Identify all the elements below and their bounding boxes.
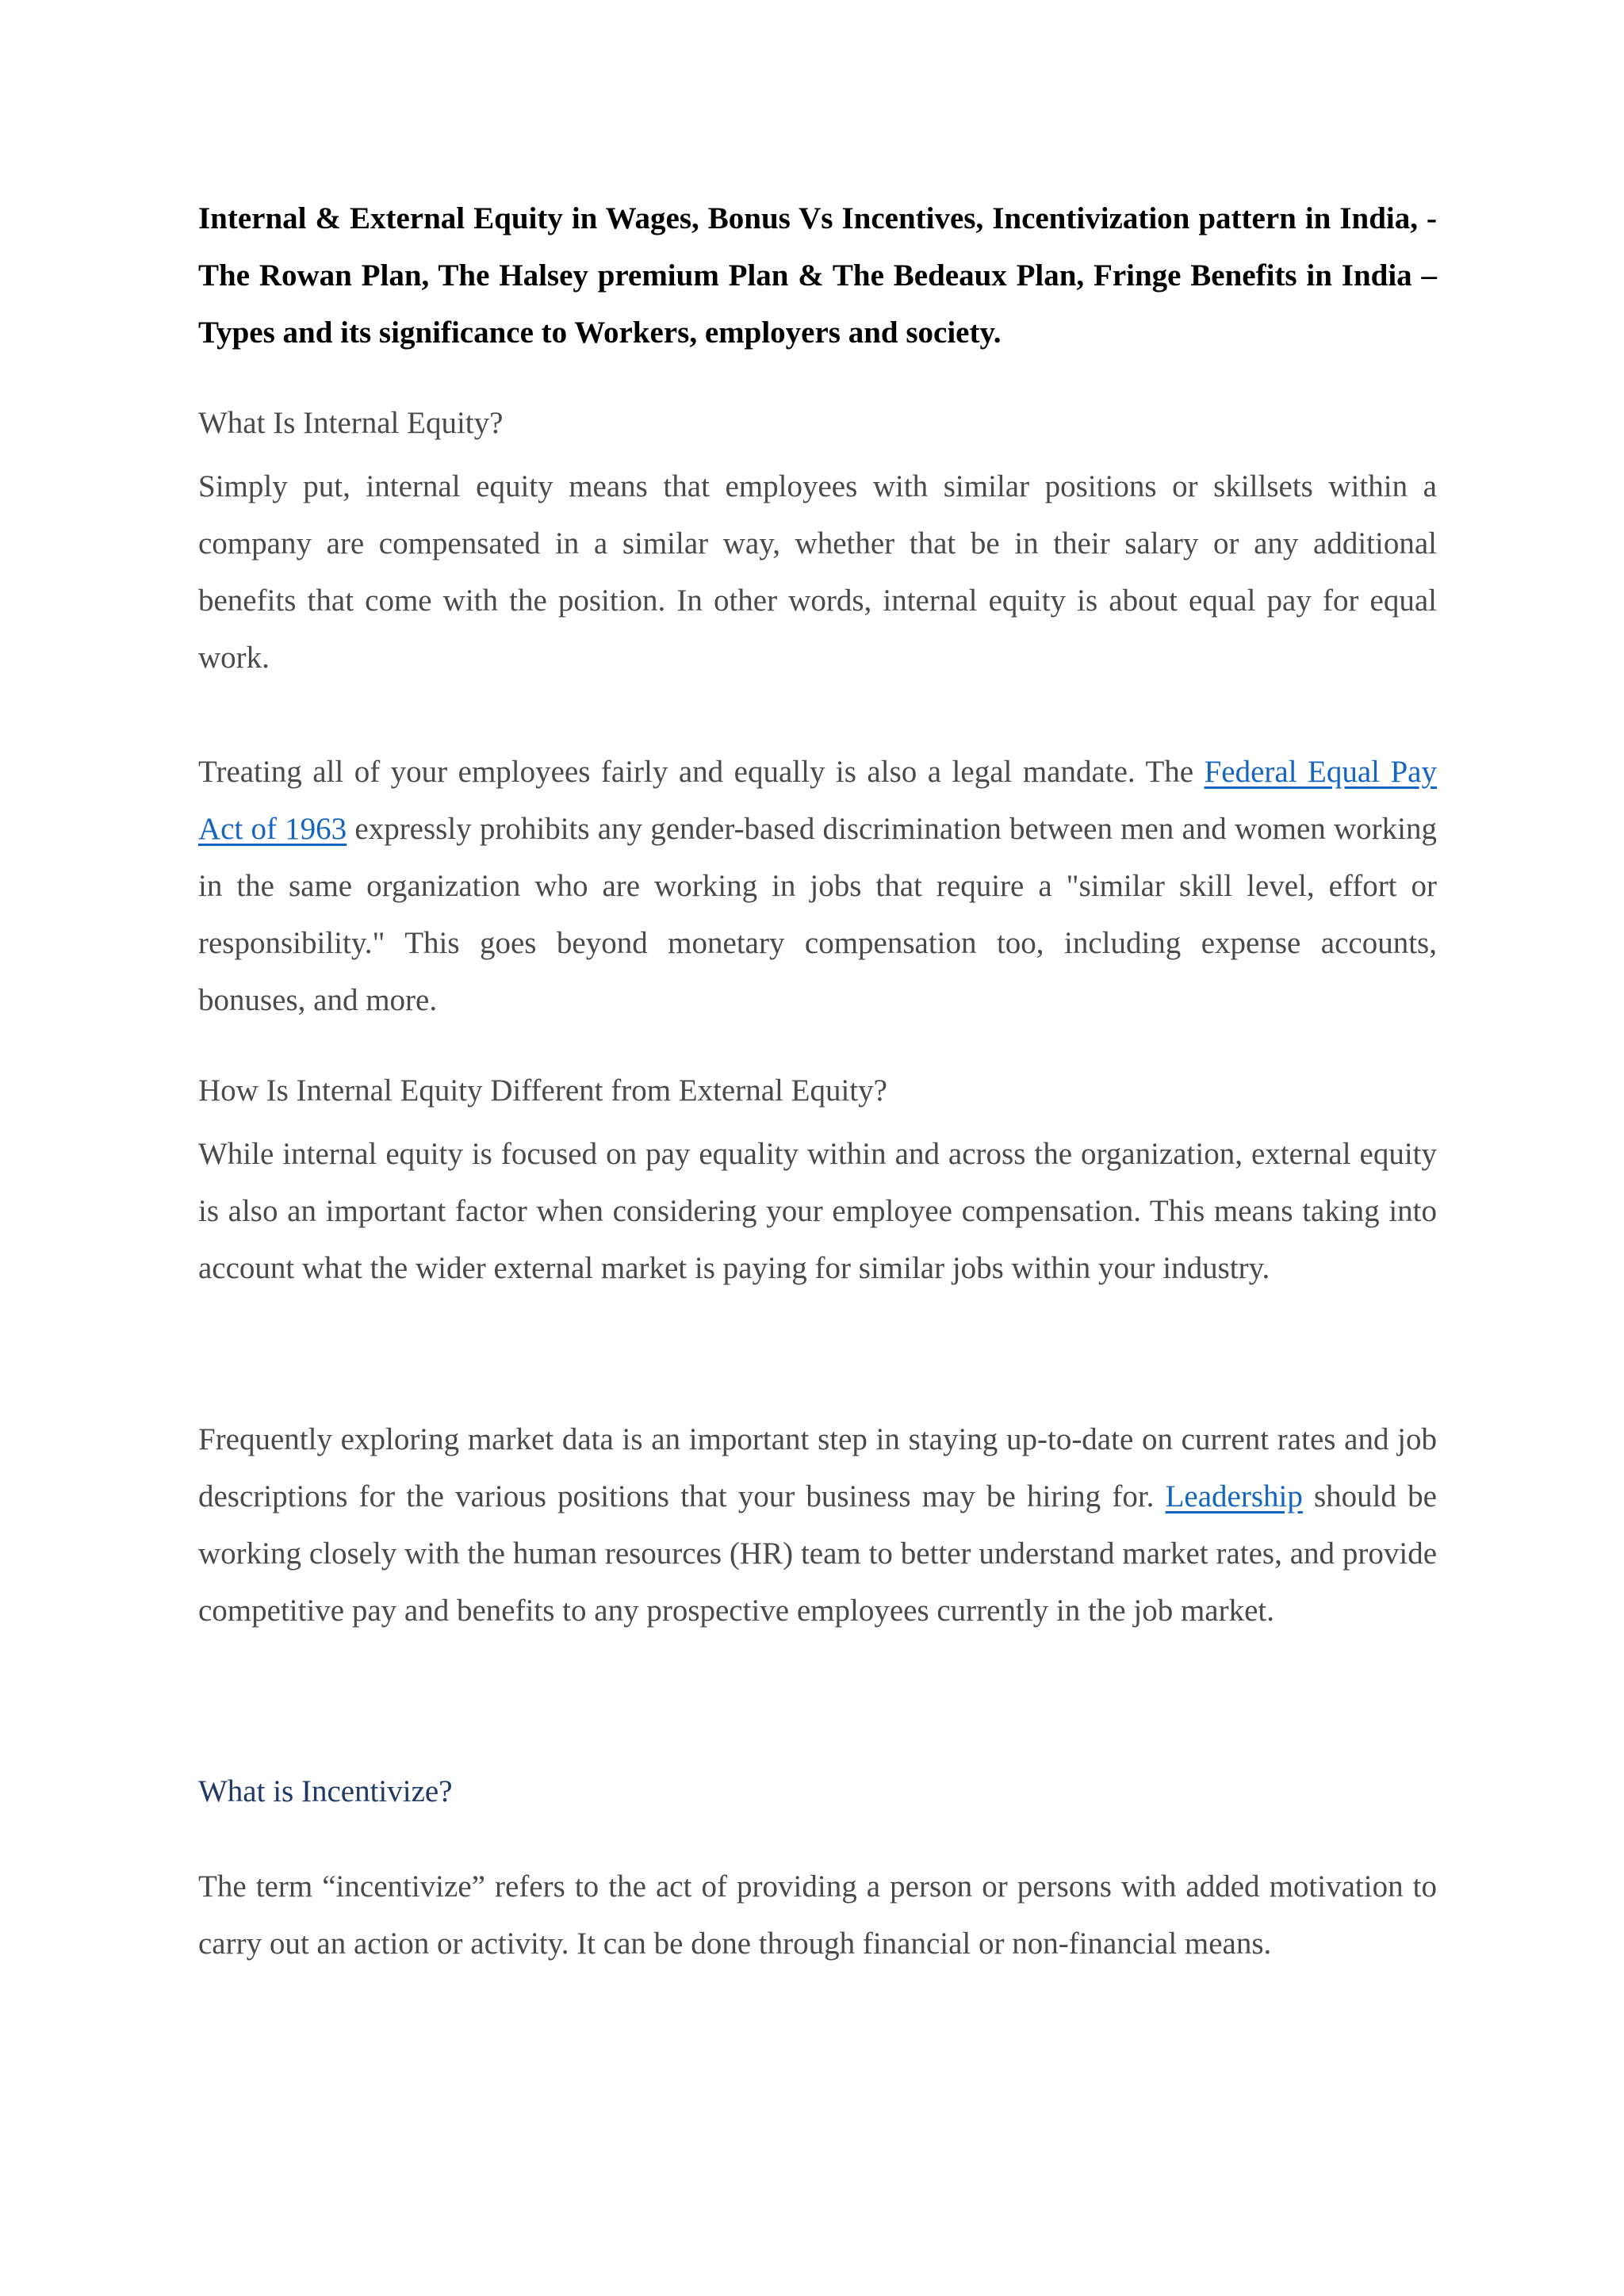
paragraph-text: expressly prohibits any gender-based discrimination between men and women working in the same organization who are working in jobs that require a "similar skill level, effort or responsibility." This goes beyond monetary compensation too, including expense accounts, bonuses, and more. [198, 812, 1437, 1017]
document-title: Internal & External Equity in Wages, Bonus Vs Incentives, Incentivization pattern in India, - The Rowan Plan, The Halsey premium Plan & The Bedeaux Plan, Fringe Benefits in India – Types and its significance to Workers, employers and society. [198, 201, 1437, 350]
federal-equal-pay-act-link[interactable]: Federal Equal Pay Act of 1963 [198, 755, 1437, 846]
paragraph-market-data [198, 1411, 1437, 1640]
heading-incentivize: What is Incentivize? [198, 1774, 453, 1808]
paragraph-external-equity-definition: While internal equity is focused on pay equality within and across the organization, external equity is also an important factor when considering your employee compensation. This means taking into account what the wider external market is paying for similar jobs within your industry. [198, 1137, 1437, 1285]
heading-internal-equity: What Is Internal Equity? [198, 406, 504, 440]
paragraph-legal-mandate [198, 744, 1437, 1029]
paragraph-incentivize-definition: The term “incentivize” refers to the act of providing a person or persons with added motivation to carry out an action or activity. It can be done through financial or non-financial means. [198, 1869, 1437, 1961]
leadership-link[interactable]: Leadership [1165, 1479, 1303, 1513]
paragraph-text: should be working closely with the human resources (HR) team to better understand market rates, and provide competitive pay and benefits to any prospective employees currently in the job market. [198, 1479, 1437, 1628]
heading-external-equity: How Is Internal Equity Different from External Equity? [198, 1073, 887, 1108]
paragraph-text: Treating all of your employees fairly and equally is also a legal mandate. The [198, 755, 1205, 789]
paragraph-text: Frequently exploring market data is an important step in staying up-to-date on current rates and job descriptions for the various positions that your business may be hiring for. [198, 1422, 1437, 1513]
paragraph-internal-equity-definition: Simply put, internal equity means that employees with similar positions or skillsets within a company are compensated in a similar way, whether that be in their salary or any additional benefits that come with the position. In other words, internal equity is about equal pay for equal work. [198, 469, 1437, 675]
